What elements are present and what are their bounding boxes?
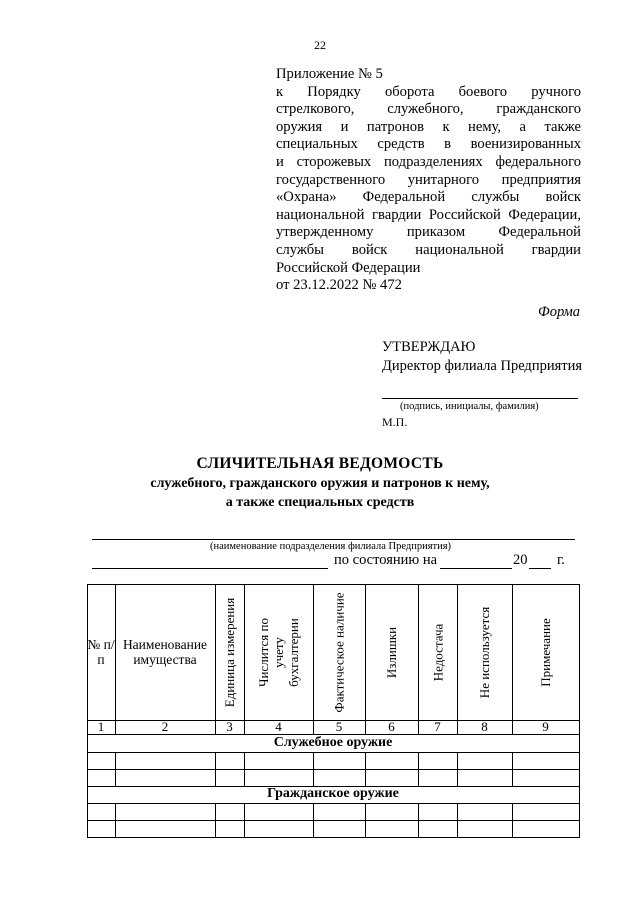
header-unit <box>215 584 244 720</box>
header-actual-text: Фактическое наличие <box>331 591 347 713</box>
table-rule <box>313 752 314 786</box>
table-rule <box>115 803 116 838</box>
table-rule <box>418 752 419 786</box>
header-shortage <box>418 584 457 720</box>
appendix-line: Российской Федерации <box>276 259 421 276</box>
table-rule <box>87 752 580 753</box>
appendix-line: и сторожевых подразделениях федерального <box>276 153 581 170</box>
table-rule <box>365 803 366 838</box>
appendix-line: стрелкового, служебного, гражданского <box>276 101 581 118</box>
document-title: СЛИЧИТЕЛЬНАЯ ВЕДОМОСТЬ <box>196 455 444 472</box>
section-header-service-weapons: Служебное оружие <box>273 735 393 750</box>
header-note <box>512 584 579 720</box>
column-number: 3 <box>226 719 233 734</box>
signature-hint: (подпись, инициалы, фамилия) <box>400 401 539 412</box>
date-blank-line <box>92 568 328 569</box>
approval-position: Директор филиала Предприятия <box>382 358 583 374</box>
column-number: 5 <box>335 719 343 734</box>
table-rule <box>215 752 216 786</box>
header-accounting <box>244 584 313 720</box>
appendix-line: к Порядку оборота боевого ручного <box>276 83 581 100</box>
approval-title: УТВЕРЖДАЮ <box>382 339 476 355</box>
appendix-line: специальных средств в военизированных <box>276 136 581 153</box>
header-note-text: Примечание <box>538 617 554 687</box>
year-line <box>529 568 551 569</box>
table-rule <box>418 803 419 838</box>
table-rule <box>365 752 366 786</box>
appendix-line: утвержденному приказом Федеральной <box>276 224 581 241</box>
appendix-line: государственного унитарного предприятия <box>276 171 581 188</box>
table-rule <box>87 820 580 821</box>
header-surplus <box>365 584 418 720</box>
document-subtitle: а также специальных средств <box>225 495 415 510</box>
approval-block <box>382 338 582 376</box>
table-border <box>87 837 580 838</box>
header-accounting-text: Числится по учету бухгалтерии <box>256 617 301 687</box>
appendix-line: службы войск национальной гвардии <box>276 241 581 258</box>
column-number: 2 <box>161 719 169 734</box>
header-unit-text: Единица измерения <box>222 597 238 707</box>
table-rule <box>244 803 245 838</box>
header-shortage-text: Недостача <box>430 623 445 681</box>
document-subtitle: служебного, гражданского оружия и патронов к нему, <box>150 476 490 491</box>
year-suffix: г. <box>557 552 565 568</box>
table-rule <box>313 803 314 838</box>
column-number: 1 <box>97 719 105 734</box>
header-unused <box>457 584 512 720</box>
stamp-label: М.П. <box>382 415 408 429</box>
year-prefix: 20 <box>513 552 528 568</box>
table-border <box>579 584 580 838</box>
appendix-line: оружия и патронов к нему, а также <box>276 118 581 135</box>
signature-line <box>382 398 578 399</box>
table-rule <box>512 803 513 838</box>
table-rule <box>512 752 513 786</box>
header-number: № п/п <box>87 637 115 667</box>
section-header-civil-weapons: Гражданское оружие <box>267 786 399 801</box>
appendix-line: национальной гвардии Российской Федерации, <box>276 206 581 223</box>
reconciliation-table <box>87 584 580 838</box>
table-rule <box>115 752 116 786</box>
header-item-name: Наименование имущества <box>122 637 208 667</box>
table-rule <box>457 752 458 786</box>
table-rule <box>87 769 580 770</box>
header-unused-text: Не используется <box>477 606 493 698</box>
form-label: Форма <box>538 304 580 320</box>
table-rule <box>244 752 245 786</box>
column-number: 4 <box>275 719 282 734</box>
table-rule <box>457 803 458 838</box>
column-number: 7 <box>434 719 441 734</box>
header-actual <box>313 584 365 720</box>
table-rule <box>87 803 580 804</box>
column-number: 6 <box>388 719 395 734</box>
appendix-line: «Охрана» Федеральной службы войск <box>276 189 581 206</box>
appendix-block <box>276 66 581 295</box>
state-as-of-label: по состоянию на <box>334 552 438 568</box>
header-surplus-text: Излишки <box>383 626 399 678</box>
appendix-line: Приложение № 5 <box>276 66 383 82</box>
subdivision-hint: (наименование подразделения филиала Предприятия) <box>210 541 452 552</box>
page-number: 22 <box>314 38 326 52</box>
column-number: 8 <box>481 719 488 734</box>
table-rule <box>215 803 216 838</box>
subdivision-line <box>92 539 575 540</box>
date-day-line <box>440 568 512 569</box>
column-number: 9 <box>542 719 549 734</box>
appendix-line: от 23.12.2022 № 472 <box>276 277 402 294</box>
